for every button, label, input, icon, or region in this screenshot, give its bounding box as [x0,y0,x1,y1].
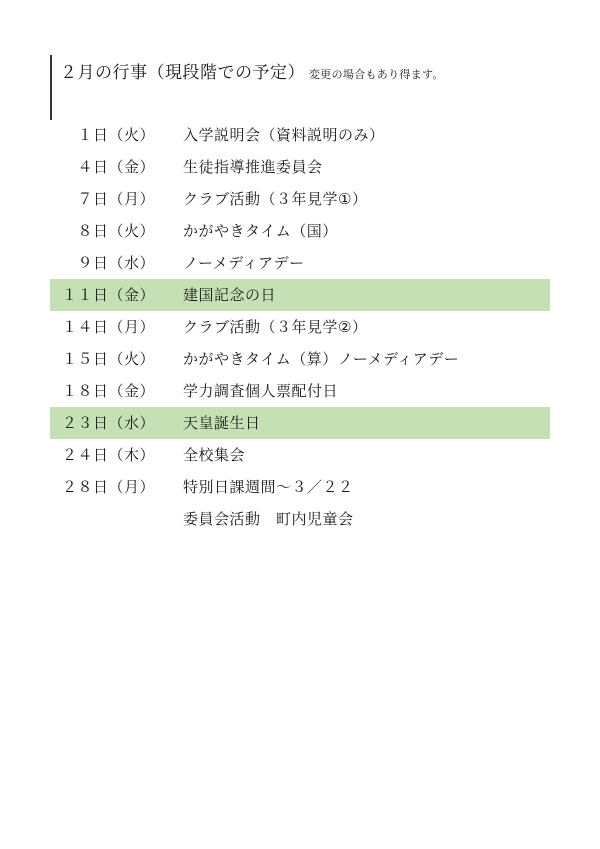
event-date: １１日（金） [61,286,155,304]
event-date: １８日（金） [61,382,155,400]
event-row [50,119,550,151]
event-name: 生徒指導推進委員会 [183,158,323,176]
event-date: １４日（月） [61,318,155,336]
event-name: ノーメディアデー [183,254,305,272]
event-name: 委員会活動 町内児童会 [183,510,354,528]
event-row-continuation [50,503,550,535]
page-title [60,62,444,86]
event-date: ２８日（月） [61,478,155,496]
title-main: ２月の行事（現段階での予定） [60,63,305,83]
event-date: ２４日（木） [61,446,155,464]
event-name: クラブ活動（３年見学①） [183,190,368,208]
event-row [50,375,550,407]
title-note: 変更の場合もあり得ます。 [309,68,444,81]
event-row [50,311,550,343]
event-name: 天皇誕生日 [183,414,261,432]
event-list [50,119,550,535]
event-date: １日（火） [77,126,155,144]
event-row [50,471,550,503]
event-date: ４日（金） [77,158,155,176]
event-row [50,439,550,471]
event-row-holiday [50,279,550,311]
event-name: 建国記念の日 [183,286,277,304]
event-date: １５日（火） [61,350,155,368]
event-name: かがやきタイム（国） [183,222,338,240]
event-row-holiday [50,407,550,439]
event-row [50,183,550,215]
title-accent-bar [50,55,52,120]
event-name: 学力調査個人票配付日 [183,382,339,400]
event-name: 特別日課週間～３／２２ [183,478,354,496]
event-name: かがやきタイム（算）ノーメディアデー [183,350,460,368]
event-date: ９日（水） [77,254,155,272]
event-row [50,215,550,247]
event-row [50,343,550,375]
event-date: ８日（火） [77,222,155,240]
event-date: ７日（月） [77,190,155,208]
event-name: 入学説明会（資料説明のみ） [183,126,385,144]
event-date: ２３日（水） [61,414,155,432]
event-name: クラブ活動（３年見学②） [183,318,368,336]
event-name: 全校集会 [183,446,246,464]
event-row [50,151,550,183]
event-row [50,247,550,279]
